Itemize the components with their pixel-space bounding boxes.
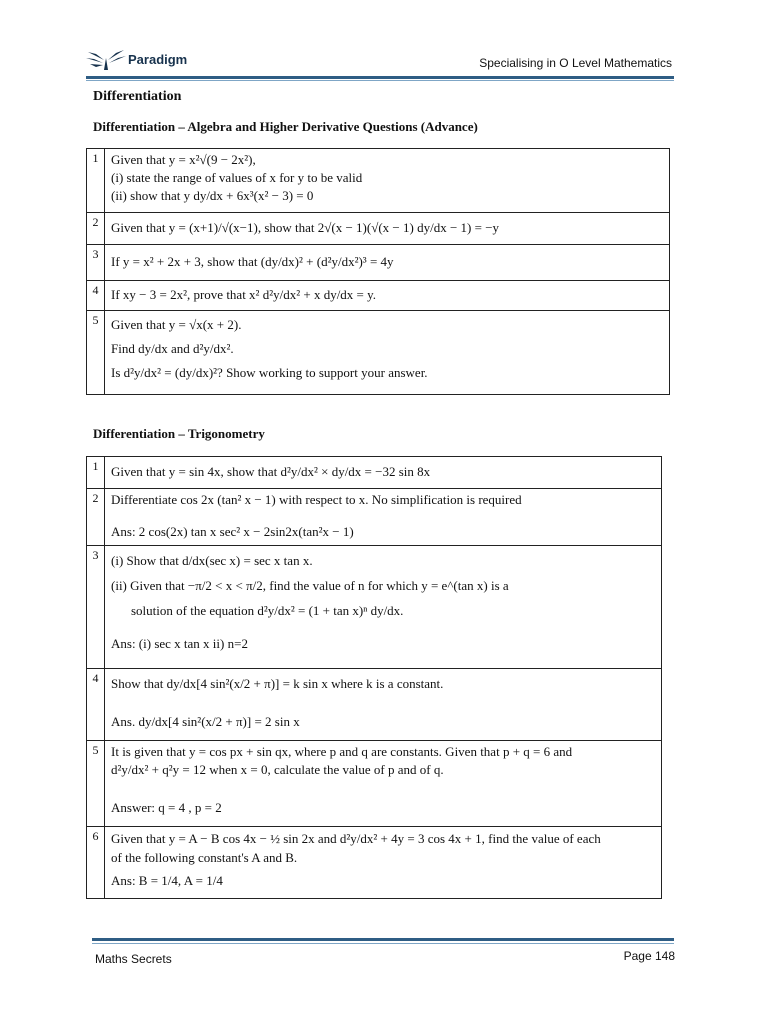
question-number: 6 <box>87 827 105 899</box>
question-number: 4 <box>87 669 105 741</box>
question-text: If xy − 3 = 2x², prove that x² d²y/dx² + x dy/dx = y. <box>105 281 670 311</box>
wing-logo-icon <box>86 46 126 72</box>
question-number: 5 <box>87 311 105 395</box>
question-number: 1 <box>87 149 105 213</box>
algebra-questions-table <box>86 148 670 395</box>
answer-text: Ans: B = 1/4, A = 1/4 <box>111 873 223 888</box>
algebra-section-title: Differentiation – Algebra and Higher Derivative Questions (Advance) <box>93 119 478 134</box>
question-number: 5 <box>87 741 105 827</box>
question-text: Given that y = sin 4x, show that d²y/dx² × dy/dx = −32 sin 8x <box>105 457 662 489</box>
answer-text: Answer: q = 4 , p = 2 <box>111 800 222 815</box>
question-text: Show that dy/dx[4 sin²(x/2 + π)] = k sin x where k is a constant. Ans. dy/dx[4 sin²(x/2 + π)] = 2 sin x <box>105 669 662 741</box>
brand-logo <box>86 46 187 72</box>
answer-text: Ans: 2 cos(2x) tan x sec² x − 2sin2x(tan²x − 1) <box>111 524 354 539</box>
table-row <box>87 213 670 245</box>
table-row <box>87 245 670 281</box>
table-row <box>87 489 662 546</box>
page-number: Page 148 <box>623 949 675 963</box>
table-row <box>87 827 662 899</box>
trigonometry-questions-table <box>86 456 662 899</box>
trigonometry-section-title: Differentiation – Trigonometry <box>93 426 265 441</box>
section-title: Differentiation <box>93 89 182 104</box>
table-row <box>87 669 662 741</box>
question-number: 3 <box>87 245 105 281</box>
answer-text: Ans. dy/dx[4 sin²(x/2 + π)] = 2 sin x <box>111 714 300 729</box>
answer-text: Ans: (i) sec x tan x ii) n=2 <box>111 636 248 651</box>
question-number: 2 <box>87 213 105 245</box>
question-number: 2 <box>87 489 105 546</box>
question-number: 1 <box>87 457 105 489</box>
footer-title: Maths Secrets <box>95 952 172 966</box>
header-tagline: Specialising in O Level Mathematics <box>479 56 672 70</box>
question-text: Given that y = √x(x + 2). Find dy/dx and d²y/dx². Is d²y/dx² = (dy/dx)²? Show working to support your answer. <box>105 311 670 395</box>
footer-rule <box>92 938 674 941</box>
question-text: Given that y = (x+1)/√(x−1), show that 2√(x − 1)(√(x − 1) dy/dx − 1) = −y <box>105 213 670 245</box>
page-header <box>86 44 674 78</box>
table-row <box>87 546 662 669</box>
question-text: Differentiate cos 2x (tan² x − 1) with respect to x. No simplification is required Ans: 2 cos(2x) tan x sec² x − 2sin2x(tan²x − 1) <box>105 489 662 546</box>
brand-name: Paradigm <box>128 51 188 67</box>
table-row <box>87 149 670 213</box>
question-text: (i) Show that d/dx(sec x) = sec x tan x. (ii) Given that −π/2 < x < π/2, find the value of n for which y = e^(tan x) is a solution of the equation d²y/dx² = (1 + tan x)ⁿ dy/dx. Ans: (i) sec x tan x ii) n=2 <box>105 546 662 669</box>
footer-rule-thin <box>92 943 674 944</box>
question-number: 4 <box>87 281 105 311</box>
question-text: If y = x² + 2x + 3, show that (dy/dx)² + (d²y/dx²)³ = 4y <box>105 245 670 281</box>
question-text: It is given that y = cos px + sin qx, where p and q are constants. Given that p + q = 6 and d²y/dx² + q²y = 12 when x = 0, calculate the value of p and of q. Answer: q = 4 , p = 2 <box>105 741 662 827</box>
table-row <box>87 457 662 489</box>
question-text: Given that y = x²√(9 − 2x²), (i) state the range of values of x for y to be valid (ii) show that y dy/dx + 6x³(x² − 3) = 0 <box>105 149 670 213</box>
table-row <box>87 281 670 311</box>
question-text: Given that y = A − B cos 4x − ½ sin 2x and d²y/dx² + 4y = 3 cos 4x + 1, find the value of each of the following constant's A and B. Ans: B = 1/4, A = 1/4 <box>105 827 662 899</box>
header-rule-thin <box>86 80 674 81</box>
header-rule <box>86 76 674 79</box>
question-number: 3 <box>87 546 105 669</box>
table-row <box>87 311 670 395</box>
table-row <box>87 741 662 827</box>
